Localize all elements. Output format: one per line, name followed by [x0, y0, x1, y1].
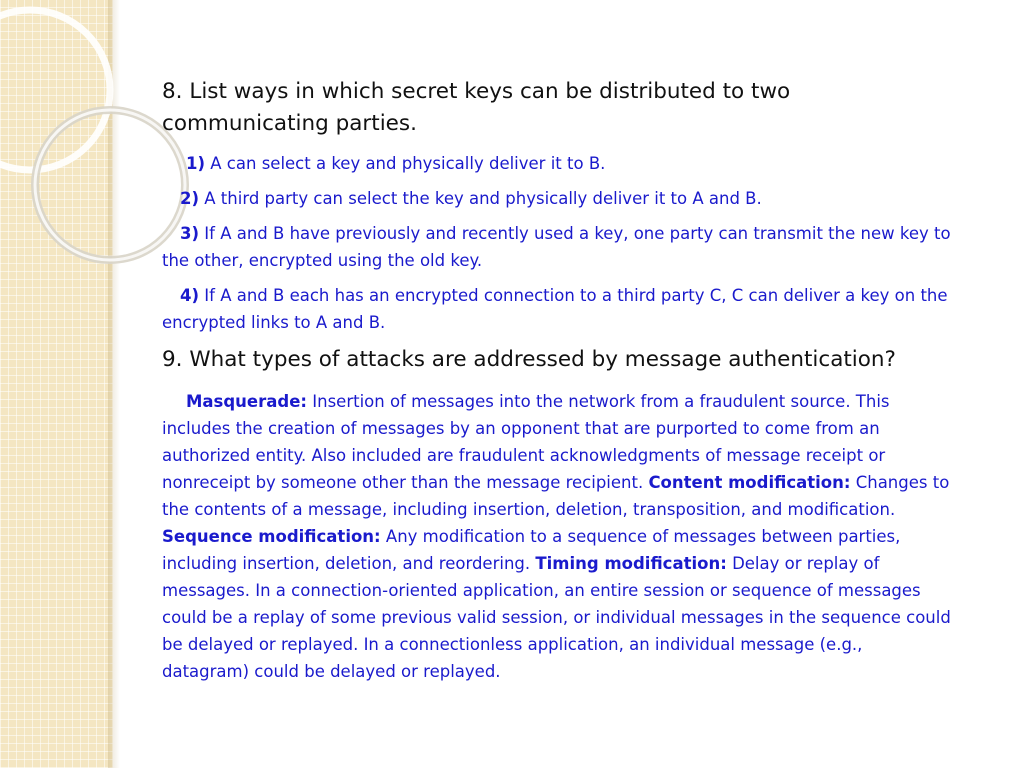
answer-8-item-3-number: 3)	[180, 224, 200, 243]
slide-content	[162, 76, 952, 685]
answer-8-item-4-number: 4)	[180, 286, 200, 305]
timing-modification-term: Timing modification:	[535, 554, 727, 573]
content-modification-text: Changes to the contents of a message, including insertion, deletion, transposition, and modification.	[162, 473, 950, 519]
answer-8-item-4-text: If A and B each has an encrypted connection to a third party C, C can deliver a key on the encrypted links to A and B.	[162, 286, 948, 332]
answer-8-item-1	[162, 150, 952, 177]
question-8: 8. List ways in which secret keys can be distributed to two communicating parties.	[162, 79, 791, 136]
answer-8-item-1-text: A can select a key and physically deliver it to B.	[205, 154, 606, 173]
timing-modification-text: Delay or replay of messages. In a connection-oriented application, an entire session or sequence of messages could be a replay of some previous valid session, or individual messages in the sequence could be delayed or replayed. In a connectionless application, an individual message (e.g., datagram) could be delayed or replayed.	[162, 554, 951, 681]
answer-8-item-3-text: If A and B have previously and recently used a key, one party can transmit the new key to the other, encrypted using the old key.	[162, 224, 951, 270]
sequence-modification-text: Any modification to a sequence of messages between parties, including insertion, deletion, and reordering.	[162, 527, 901, 573]
answer-8-item-4	[162, 282, 952, 336]
answer-8-item-1-number: 1)	[186, 154, 206, 173]
masquerade-term: Masquerade:	[186, 392, 307, 411]
sequence-modification-term: Sequence modification:	[162, 527, 381, 546]
question-9: 9. What types of attacks are addressed by message authentication?	[162, 347, 896, 372]
decorative-circle-large	[0, 10, 110, 170]
answer-8-item-2-number: 2)	[180, 189, 200, 208]
masquerade-text: Insertion of messages into the network from a fraudulent source. This includes the creation of messages by an opponent that are purported to come from an authorized entity. Also included are fraudulent acknowledgments of message receipt or nonreceipt by someone other than the message recipient.	[162, 392, 890, 492]
answer-8-item-2	[162, 185, 952, 212]
answer-9-paragraph	[162, 388, 952, 685]
answer-8-item-2-text: A third party can select the key and physically deliver it to A and B.	[199, 189, 762, 208]
answer-8-item-3	[162, 220, 952, 274]
content-modification-term: Content modification:	[648, 473, 851, 492]
